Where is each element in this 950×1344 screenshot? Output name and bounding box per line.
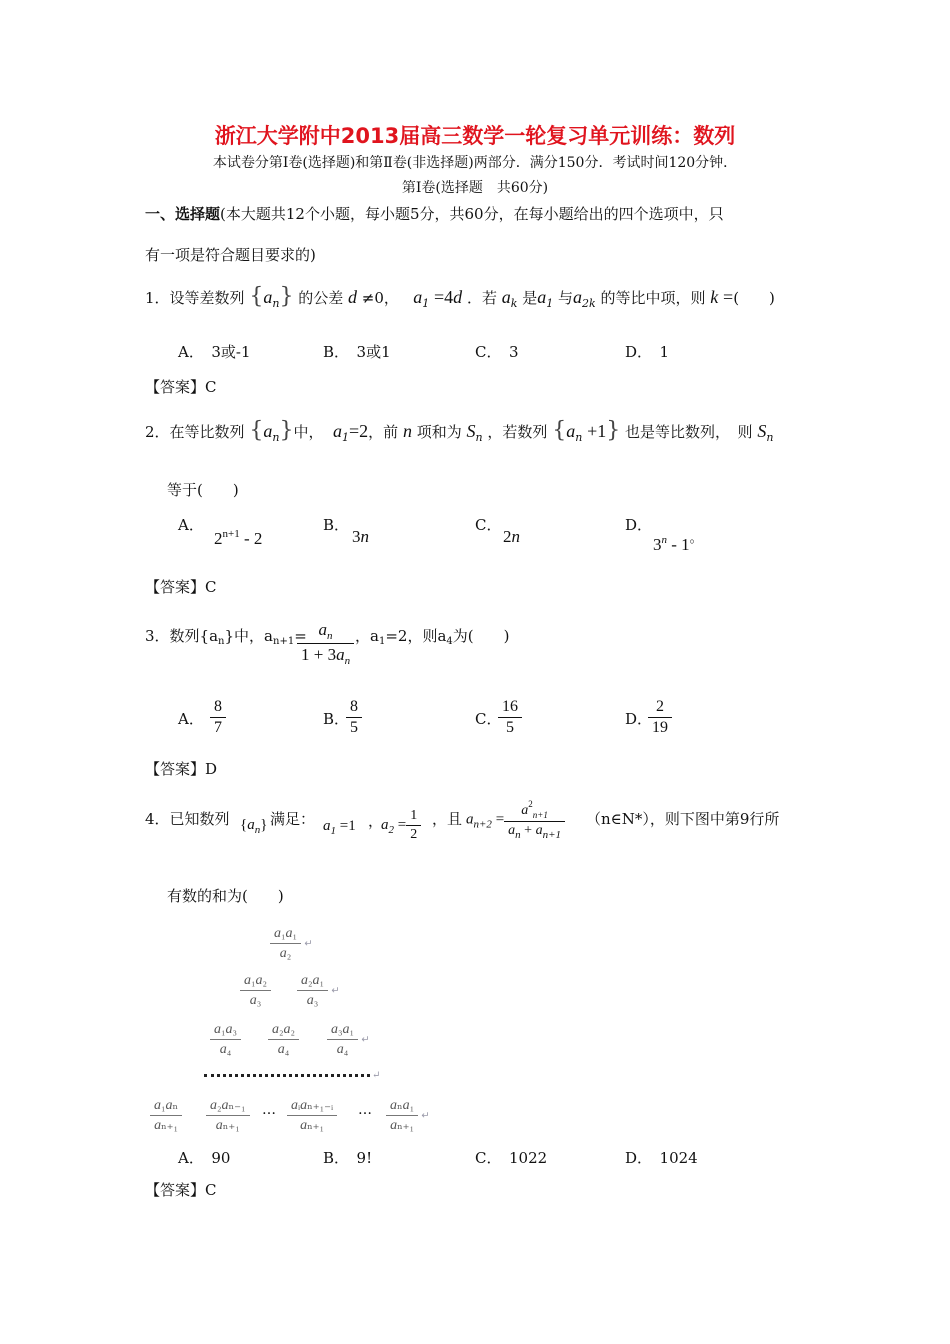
q4-a2: $a_2$ = $\frac{1}{2}$ [381, 808, 421, 843]
q2-text-5: ，若数列 [487, 423, 548, 441]
q2-text-2: 中， [293, 423, 324, 441]
question-1: 1．设等差数列 $\{a_n\}$ 的公差 d ≠0， $a_1 =4d$ ．若 $a_k$ 是$a_1$ 与$a_{2k}$ 的等比中项，则 k =( ) [145, 284, 775, 310]
q1-number: 1． [145, 289, 170, 307]
q2-option-a: $2^{n+1} - 2$ [214, 528, 263, 548]
q3-option-c-label: C． [475, 710, 502, 728]
q2-text-line2: 等于( ) [167, 481, 239, 499]
q4-seq: $\{a_n\}$ [240, 817, 268, 836]
intro-text: 本试卷分第Ⅰ卷(选择题)和第Ⅱ卷(非选择题)两部分．满分150分．考试时间120分钟． [212, 155, 738, 171]
q2-text-6: 也是等比数列， 则 [625, 423, 753, 441]
question-3: 3．数列$\{a_n\}$中，$a_{n+1}=$ [145, 627, 307, 647]
q3-answer: 【答案】D [145, 760, 218, 778]
q3-number: 3． [145, 627, 170, 645]
q4-text-5: （n∈N*），则下图中第9行所 [586, 810, 780, 828]
triangle-cell: $\frac{\text{aᵢaₙ₊₁₋ᵢ}}{\text{aₙ₊₁}}$ [287, 1097, 337, 1134]
triangle-cell: $\frac{\text{a₁aₙ}}{\text{aₙ₊₁}}$ [150, 1097, 182, 1134]
q1-option-a: A． 3或-1 [178, 343, 251, 361]
q3-option-a-label: A． [178, 710, 204, 728]
q2-text-3: ，前 [368, 423, 399, 441]
triangle-cell: $\frac{\text{a₁a₂}}{\text{a₃}}$ [240, 972, 271, 1009]
document-title: 浙江大学附中2013届高三数学一轮复习单元训练：数列 [214, 124, 736, 148]
q4-recurrence: $a_{n+2}$ = $\frac{a^2_{n+1}}{a_n + a_{n+1}}$ [466, 799, 565, 841]
q1-option-d: D． 1 [625, 343, 670, 361]
q4-text-2: 满足： [270, 810, 316, 828]
triangle-cell: $\frac{\text{a₃a₁}}{\text{a₄}}$ ↵ [327, 1021, 370, 1058]
triangle-ellipsis-row [204, 1074, 370, 1077]
triangle-cell: $\frac{\text{a₂aₙ₋₁}}{\text{aₙ₊₁}}$ [206, 1097, 250, 1134]
triangle-cell: $\frac{\text{a₂a₂}}{\text{a₄}}$ [268, 1021, 299, 1058]
q4-text-1: 4．已知数列 [145, 810, 230, 828]
q4-option-c: C． 1022 [475, 1149, 548, 1167]
q1-text-5: 是 [522, 289, 538, 307]
q3-option-b: $\frac{8}{5}$ [346, 698, 362, 737]
q2-option-b-label: B． [323, 516, 350, 534]
q2-option-b: 3n [352, 527, 369, 546]
q2-text-1: 在等比数列 [169, 423, 245, 441]
q2-option-c: 2n [503, 527, 520, 546]
q4-option-b: B． 9! [323, 1149, 373, 1167]
q4-option-d: D． 1024 [625, 1149, 698, 1167]
q1-text-4: ．若 [466, 289, 497, 307]
q1-option-b: B． 3或1 [323, 343, 391, 361]
q4-option-a: A． 90 [178, 1149, 231, 1167]
q4-answer: 【答案】C [145, 1181, 217, 1199]
q2-text-4: 项和为 [416, 423, 462, 441]
q3-option-d-label: D． [625, 710, 653, 728]
q4-a1: $a_1 =1$ [323, 818, 356, 837]
q2-option-a-label: A． [178, 516, 204, 534]
q2-option-d-label: D． [625, 516, 653, 534]
q1-text-8: ( ) [733, 289, 775, 307]
question-2: 2．在等比数列 $\{a_n\}$中， $a_1=2$，前 n 项和为 $S_n$ ，若数列 $\{a_n +1\}$ 也是等比数列， 则 $S_n$ [145, 418, 774, 444]
q1-answer: 【答案】C [145, 378, 217, 396]
triangle-cell: $\frac{\text{a₁a₃}}{\text{a₄}}$ [210, 1021, 241, 1058]
q2-answer: 【答案】C [145, 578, 217, 596]
section-heading: 一、选择题 [145, 205, 221, 223]
q3-text-tail: ，$a_1=2$，则$a_4$为( ) [355, 627, 510, 647]
q2-option-d: 3$^n$ - 1。 [653, 530, 703, 554]
q1-text-6: 与 [558, 289, 574, 307]
q2-option-c-label: C． [475, 516, 502, 534]
q1-text-3: ≠0， [361, 289, 399, 307]
triangle-cell: $\frac{\text{aₙa₁}}{\text{aₙ₊₁}}$ ↵ [386, 1097, 430, 1134]
q3-formula: $\frac{a_n}{1 + 3a_n}$ [297, 620, 354, 667]
part-header: 第Ⅰ卷(选择题 共60分) [401, 180, 549, 196]
q2-number: 2． [145, 423, 170, 441]
q3-option-b-label: B． [323, 710, 350, 728]
q3-option-a: $\frac{8}{7}$ [210, 698, 226, 737]
triangle-cell: $\frac{\text{a₁a₁}}{\text{a₂}}$ ↵ [270, 925, 313, 962]
q1-text-1: 设等差数列 [169, 289, 245, 307]
q3-option-c: $\frac{16}{5}$ [498, 698, 522, 737]
q1-option-c: C． 3 [475, 343, 519, 361]
triangle-cell: $\frac{\text{a₂a₁}}{\text{a₃}}$ ↵ [297, 972, 340, 1009]
section-desc-2: 有一项是符合题目要求的) [145, 246, 316, 264]
section-desc-1: (本大题共12个小题，每小题5分，共60分，在每小题给出的四个选项中，只 [220, 205, 724, 223]
section-header [145, 203, 724, 224]
q1-text-2: 的公差 [298, 289, 344, 307]
q4-text-line2: 有数的和为( ) [167, 887, 284, 905]
q3-option-d: $\frac{2}{19}$ [648, 698, 672, 737]
q1-text-7: 的等比中项，则 [600, 289, 706, 307]
